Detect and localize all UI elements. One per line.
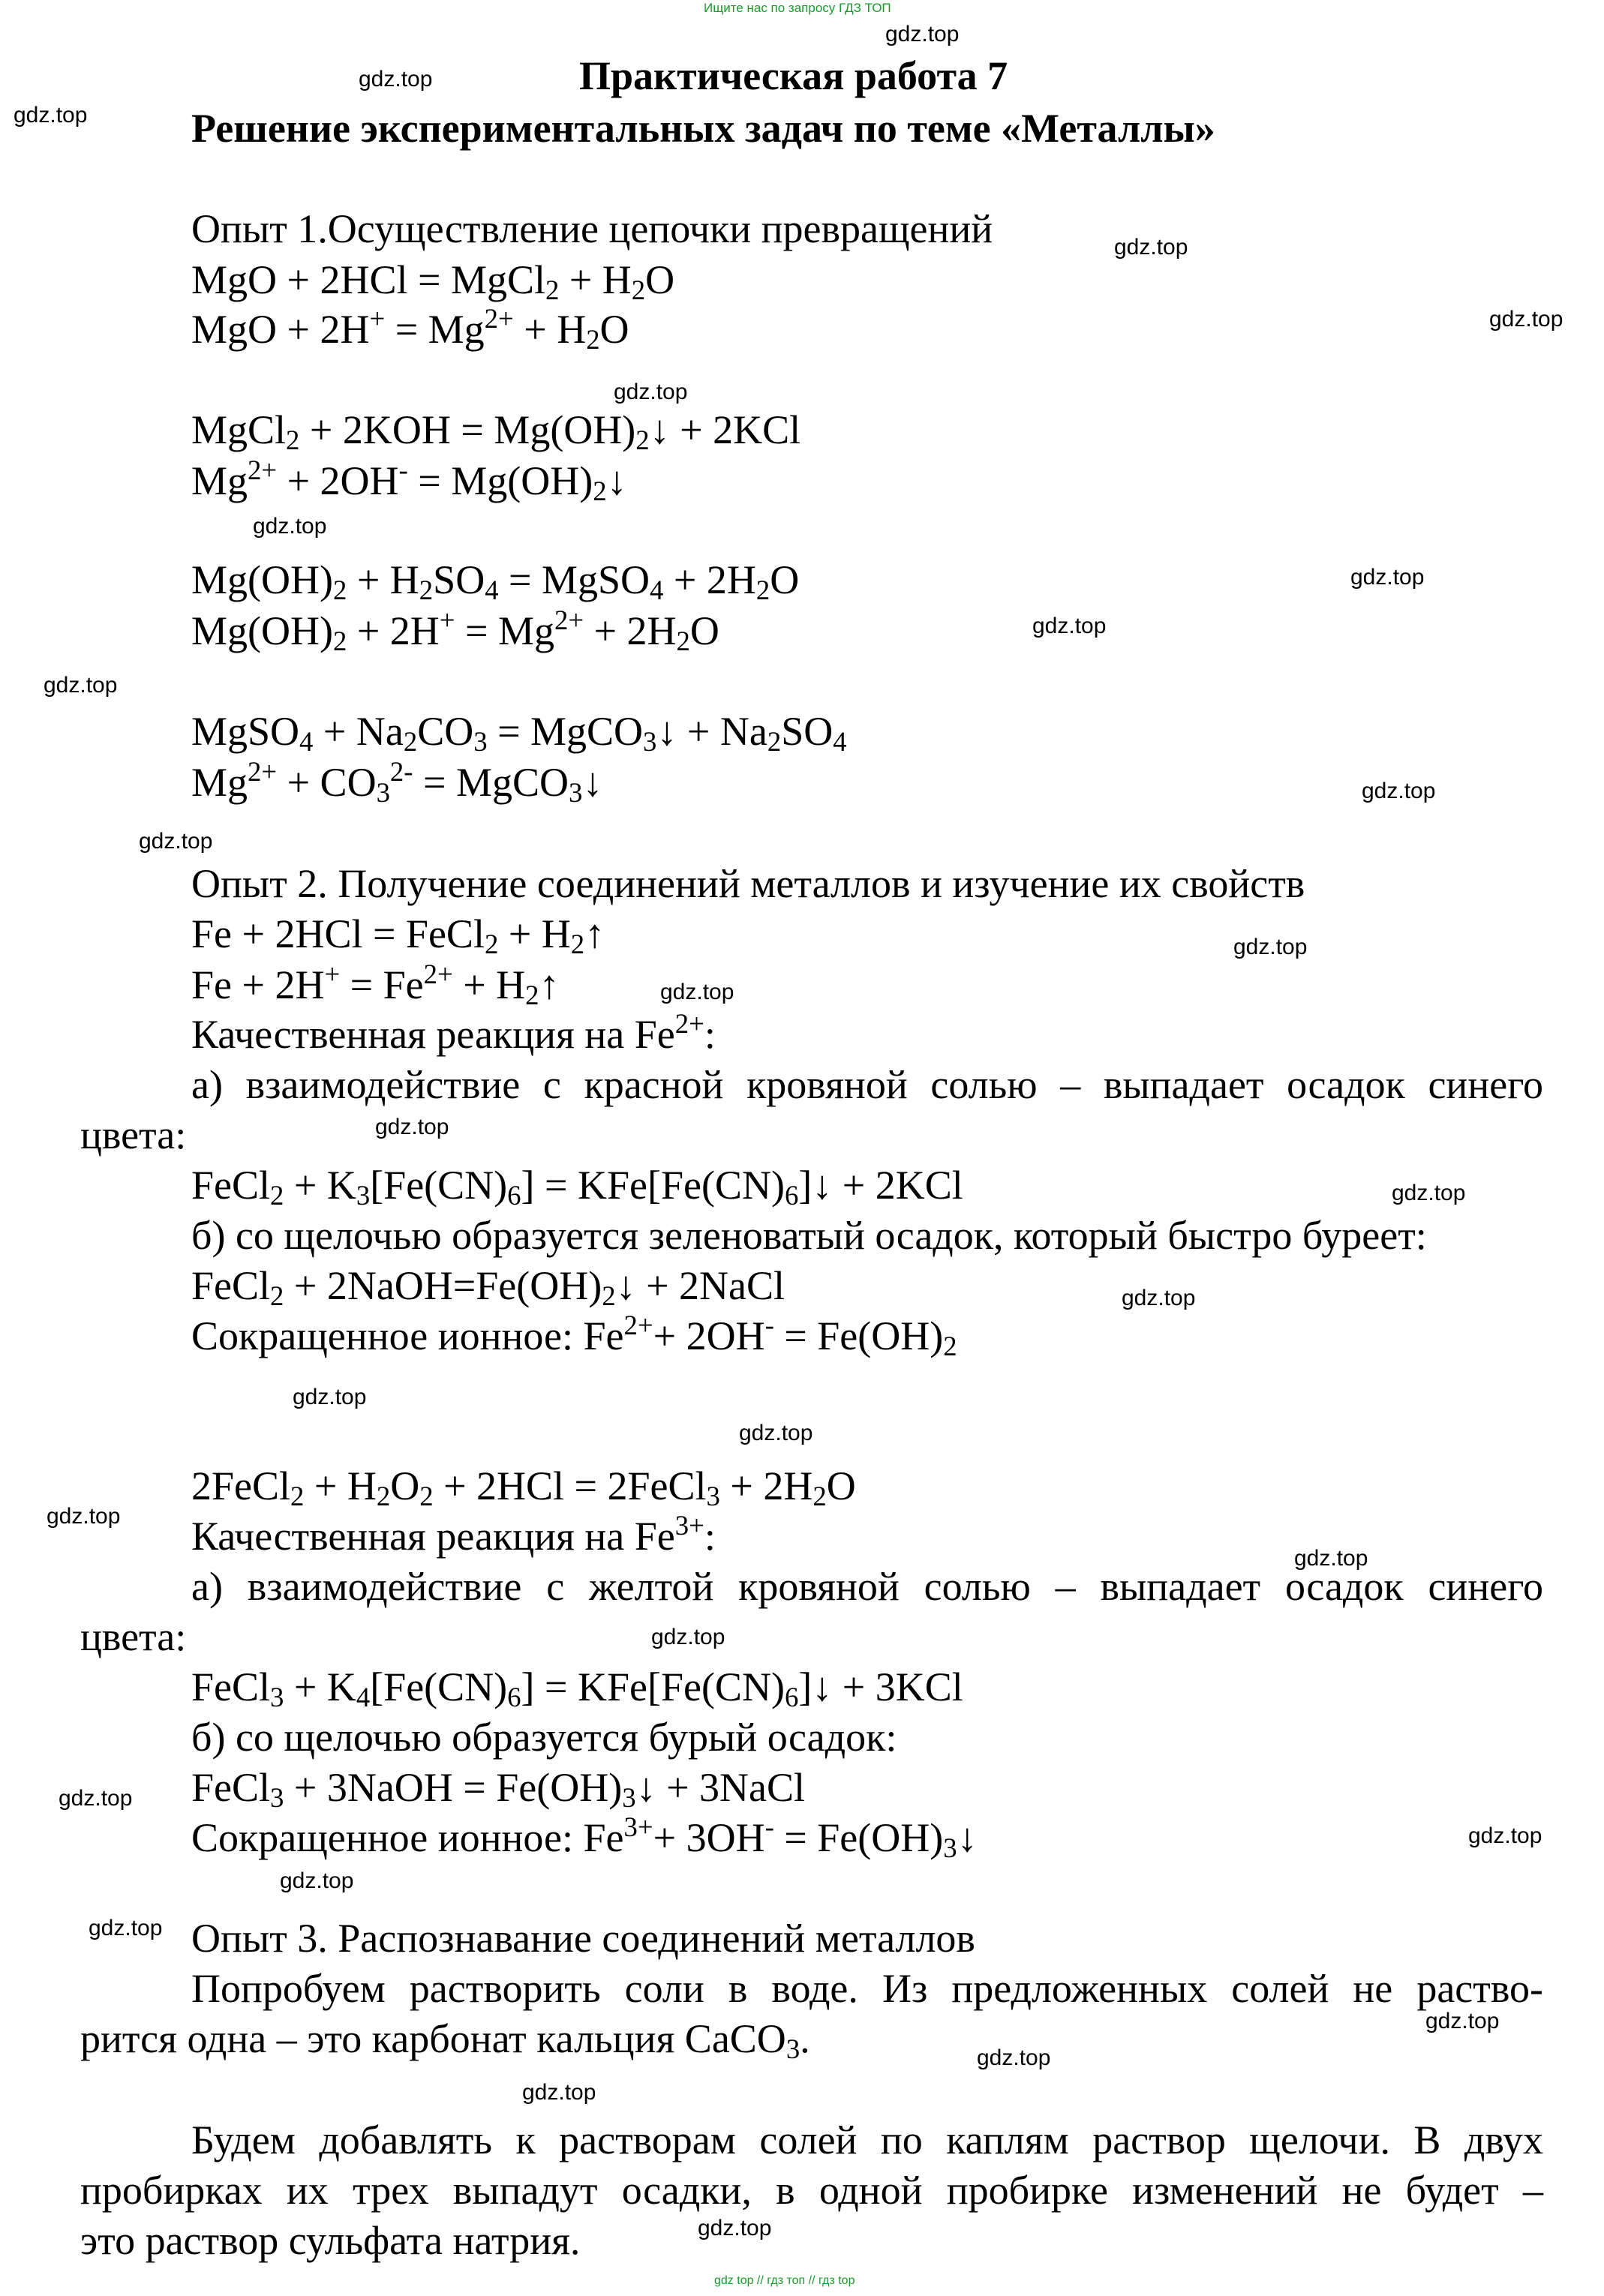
- exp1-ionic-2: $Mg^{2+} + 2OH^-$ = $Mg(OH)_2↓$: [191, 454, 627, 507]
- exp2-equation-k3: FeCl$_2$ + $K_3[Fe(CN)_6]$ = $KFe[Fe(CN)_6]↓ + 2KCl$: [191, 1163, 963, 1211]
- watermark: gdz.top: [1425, 2009, 1500, 2033]
- exp2-ionic-fe3: Сокращенное ионное: $Fe^{3+}+ 3OH^-$ = $Fe(OH)_3↓$: [191, 1811, 978, 1864]
- watermark: gdz.top: [739, 1421, 813, 1445]
- watermark: gdz.top: [651, 1625, 725, 1649]
- exp3-paragraph-1-line-1: Попробуем растворить соли в воде. Из предложенных солей не раство-: [191, 1966, 1543, 2011]
- exp2-ionic-1: $Fe + 2H^+ = Fe^{2+}$ + $H_2↑$: [191, 958, 560, 1011]
- watermark: gdz.top: [1362, 779, 1436, 803]
- watermark: gdz.top: [698, 2216, 772, 2240]
- page-subtitle: Решение экспериментальных задач по теме «Металлы»: [191, 106, 1215, 151]
- watermark: gdz.top: [1122, 1286, 1196, 1310]
- exp1-equation-3: $Mg(OH)_2 + H_2SO_4$ = MgSO$_4$ + $2H_2O$: [191, 557, 800, 606]
- exp1-ionic-1: MgO + $2H^+ = Mg^{2+} + H_2O$: [191, 302, 629, 356]
- watermark: gdz.top: [1294, 1546, 1368, 1571]
- exp1-ionic-4: $Mg^{2+} + CO_3^{2-}$ = MgCO$_3$↓: [191, 755, 603, 809]
- watermark: gdz.top: [89, 1916, 163, 1940]
- watermark: gdz.top: [885, 22, 960, 47]
- watermark: gdz.top: [1392, 1181, 1466, 1205]
- watermark: gdz.top: [1489, 307, 1563, 332]
- top-note[interactable]: Ищите нас по запросу ГДЗ ТОП: [704, 1, 891, 15]
- exp1-equation-1: MgO + 2HCl = MgCl$_2$ + $H_2O$: [191, 257, 675, 306]
- exp3-paragraph-1-line-2: рится одна – это карбонат кальция CaCO$_3$.: [80, 2016, 810, 2065]
- page-title: Практическая работа 7: [579, 53, 1008, 98]
- exp2-ionic-fe2: Сокращенное ионное: $Fe^{2+}+ 2OH^- = Fe(OH)_2$: [191, 1309, 957, 1362]
- exp2-fe3-reaction-a: а) взаимодействие с желтой кровяной солью – выпадает осадок синего: [191, 1564, 1543, 1609]
- watermark: gdz.top: [280, 1868, 354, 1893]
- exp3-heading: Опыт 3. Распознавание соединений металлов: [191, 1916, 975, 1961]
- watermark: gdz.top: [359, 67, 433, 92]
- exp2-equation-h2o2: 2FeCl$_2$ + $H_2O_2 + 2HCl$ = 2FeCl$_3$ + $2H_2O$: [191, 1463, 856, 1512]
- watermark: gdz.top: [293, 1385, 367, 1409]
- exp2-equation-k4: FeCl$_3$ + $K_4[Fe(CN)_6]$ = $KFe[Fe(CN)_6]↓ + 3KCl$: [191, 1664, 963, 1713]
- watermark: gdz.top: [47, 1504, 121, 1529]
- exp3-paragraph-2-line-1: Будем добавлять к растворам солей по каплям раствор щелочи. В двух: [191, 2117, 1543, 2162]
- exp2-fe2-reaction-b: б) со щелочью образуется зеленоватый осадок, который быстро буреет:: [191, 1213, 1427, 1258]
- exp3-paragraph-2-line-2: пробирках их трех выпадут осадки, в одной пробирке изменений не будет –: [80, 2168, 1543, 2213]
- bottom-note[interactable]: gdz top // гдз топ // гдз top: [714, 2274, 855, 2287]
- exp2-fe2-reaction-a: а) взаимодействие с красной кровяной солью – выпадает осадок синего: [191, 1062, 1543, 1107]
- exp2-qual-fe2: Качественная реакция на $Fe^{2+}$:: [191, 1007, 716, 1057]
- exp2-equation-naoh-fe3: FeCl$_3$ + 3NaOH = $Fe(OH)_3↓$ + 3NaCl: [191, 1765, 806, 1814]
- exp2-equation-naoh-fe2: FeCl$_2$ + $2NaOH=Fe(OH)_2↓$ + 2NaCl: [191, 1263, 785, 1312]
- watermark: gdz.top: [44, 673, 118, 698]
- watermark: gdz.top: [1114, 235, 1188, 260]
- watermark: gdz.top: [1350, 565, 1425, 590]
- watermark: gdz.top: [1233, 935, 1308, 959]
- watermark: gdz.top: [14, 103, 88, 128]
- exp2-equation-1: Fe + 2HCl = FeCl$_2$ + $H_2↑$: [191, 911, 605, 960]
- exp2-fe3-reaction-a-cont: цвета:: [80, 1614, 187, 1659]
- watermark: gdz.top: [139, 829, 213, 854]
- watermark: gdz.top: [1468, 1823, 1542, 1848]
- watermark: gdz.top: [614, 380, 688, 404]
- watermark: gdz.top: [1032, 614, 1107, 638]
- exp1-equation-4: MgSO$_4$ + $Na_2CO_3$ = MgCO$_3$↓ + $Na_2SO_4$: [191, 709, 847, 758]
- exp2-qual-fe3: Качественная реакция на $Fe^{3+}$:: [191, 1509, 716, 1559]
- exp2-fe2-reaction-a-cont: цвета:: [80, 1112, 187, 1157]
- exp1-equation-2: MgCl$_2$ + $2KOH = Mg(OH)_2↓ + 2KCl$: [191, 407, 801, 456]
- watermark: gdz.top: [375, 1115, 449, 1139]
- watermark: gdz.top: [977, 2045, 1051, 2070]
- watermark: gdz.top: [59, 1786, 133, 1811]
- watermark: gdz.top: [660, 980, 734, 1004]
- exp1-ionic-3: $Mg(OH)_2 + 2H^+ = Mg^{2+} + 2H_2O$: [191, 604, 719, 657]
- watermark: gdz.top: [522, 2080, 596, 2105]
- exp1-heading: Опыт 1.Осуществление цепочки превращений: [191, 206, 993, 251]
- exp2-fe3-reaction-b: б) со щелочью образуется бурый осадок:: [191, 1715, 897, 1760]
- exp2-heading: Опыт 2. Получение соединений металлов и изучение их свойств: [191, 861, 1305, 906]
- exp3-paragraph-2-line-3: это раствор сульфата натрия.: [80, 2218, 581, 2263]
- watermark: gdz.top: [253, 514, 327, 539]
